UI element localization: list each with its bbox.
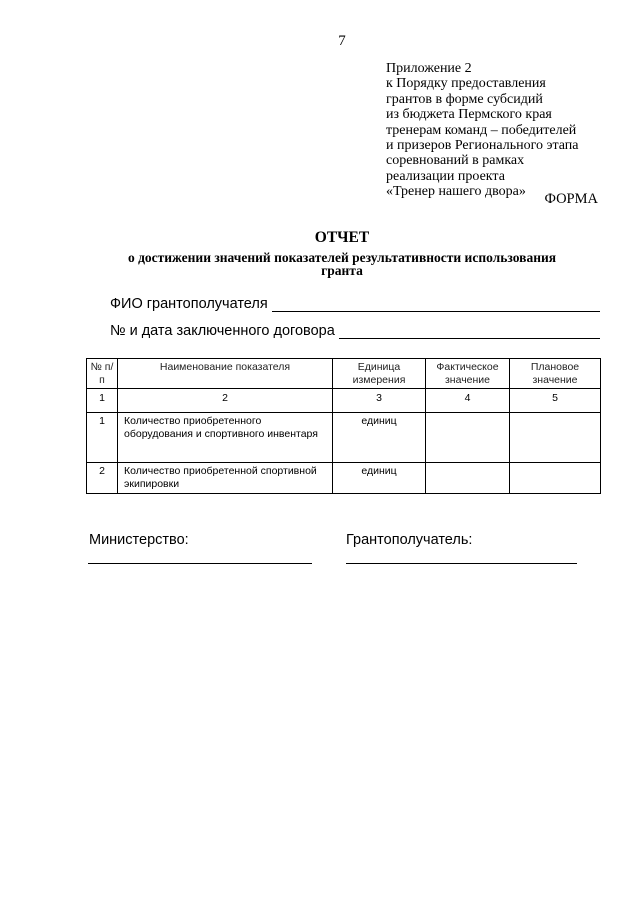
table-row — [87, 413, 601, 463]
report-title: ОТЧЕТ — [314, 229, 370, 246]
contract-label: № и дата заключенного договора — [110, 323, 335, 339]
header-name: Наименование показателя — [118, 359, 333, 389]
appendix-line: из бюджета Пермского края — [386, 107, 552, 123]
header-unit: Единица измерения — [333, 359, 426, 389]
grantee-name-fill-line[interactable] — [272, 297, 600, 312]
page-number: 7 — [338, 33, 346, 49]
appendix-line: Приложение 2 — [386, 61, 472, 76]
table-index-row — [87, 389, 601, 413]
row-unit: единиц — [333, 413, 426, 463]
index-cell: 4 — [426, 389, 510, 413]
contract-field[interactable] — [110, 323, 600, 339]
appendix-line: соревнований в рамках — [386, 153, 525, 169]
row-unit: единиц — [333, 463, 426, 494]
row-plan-cell[interactable] — [510, 413, 601, 463]
index-cell: 3 — [333, 389, 426, 413]
appendix-line: тренерам команд – победителей — [386, 122, 577, 138]
header-plan: Плановое значение — [510, 359, 601, 389]
row-fact-cell[interactable] — [426, 463, 510, 494]
appendix-line: к Порядку предоставления — [386, 76, 546, 92]
row-name: Количество приобретенной спортивной экипировки — [118, 463, 333, 494]
grantee-signature-label: Грантополучатель: — [346, 532, 473, 548]
grantee-name-label: ФИО грантополучателя — [110, 296, 268, 312]
grantee-name-field[interactable] — [110, 296, 600, 312]
report-subtitle: о достижении значений показателей результативности использования гранта — [127, 250, 557, 278]
header-num: № п/п — [87, 359, 118, 389]
index-cell: 5 — [510, 389, 601, 413]
index-cell: 2 — [118, 389, 333, 413]
contract-fill-line[interactable] — [339, 324, 600, 339]
appendix-block — [386, 61, 626, 200]
appendix-line: грантов в форме субсидий — [386, 91, 543, 107]
appendix-line: «Тренер нашего двора» — [386, 184, 526, 200]
grantee-signature-line[interactable] — [346, 563, 577, 564]
row-num: 2 — [87, 463, 118, 494]
row-name: Количество приобретенного оборудования и спортивного инвентаря — [118, 413, 333, 463]
appendix-line: реализации проекта — [386, 168, 505, 184]
row-num: 1 — [87, 413, 118, 463]
table-header-row — [87, 359, 601, 389]
appendix-line: и призеров Регионального этапа — [386, 138, 579, 154]
row-plan-cell[interactable] — [510, 463, 601, 494]
index-cell: 1 — [87, 389, 118, 413]
row-fact-cell[interactable] — [426, 413, 510, 463]
ministry-signature-line[interactable] — [88, 563, 312, 564]
table-row — [87, 463, 601, 494]
header-fact: Фактическое значение — [426, 359, 510, 389]
indicators-table — [86, 358, 601, 494]
ministry-signature-label: Министерство: — [89, 532, 189, 548]
form-label: ФОРМА — [544, 191, 598, 207]
